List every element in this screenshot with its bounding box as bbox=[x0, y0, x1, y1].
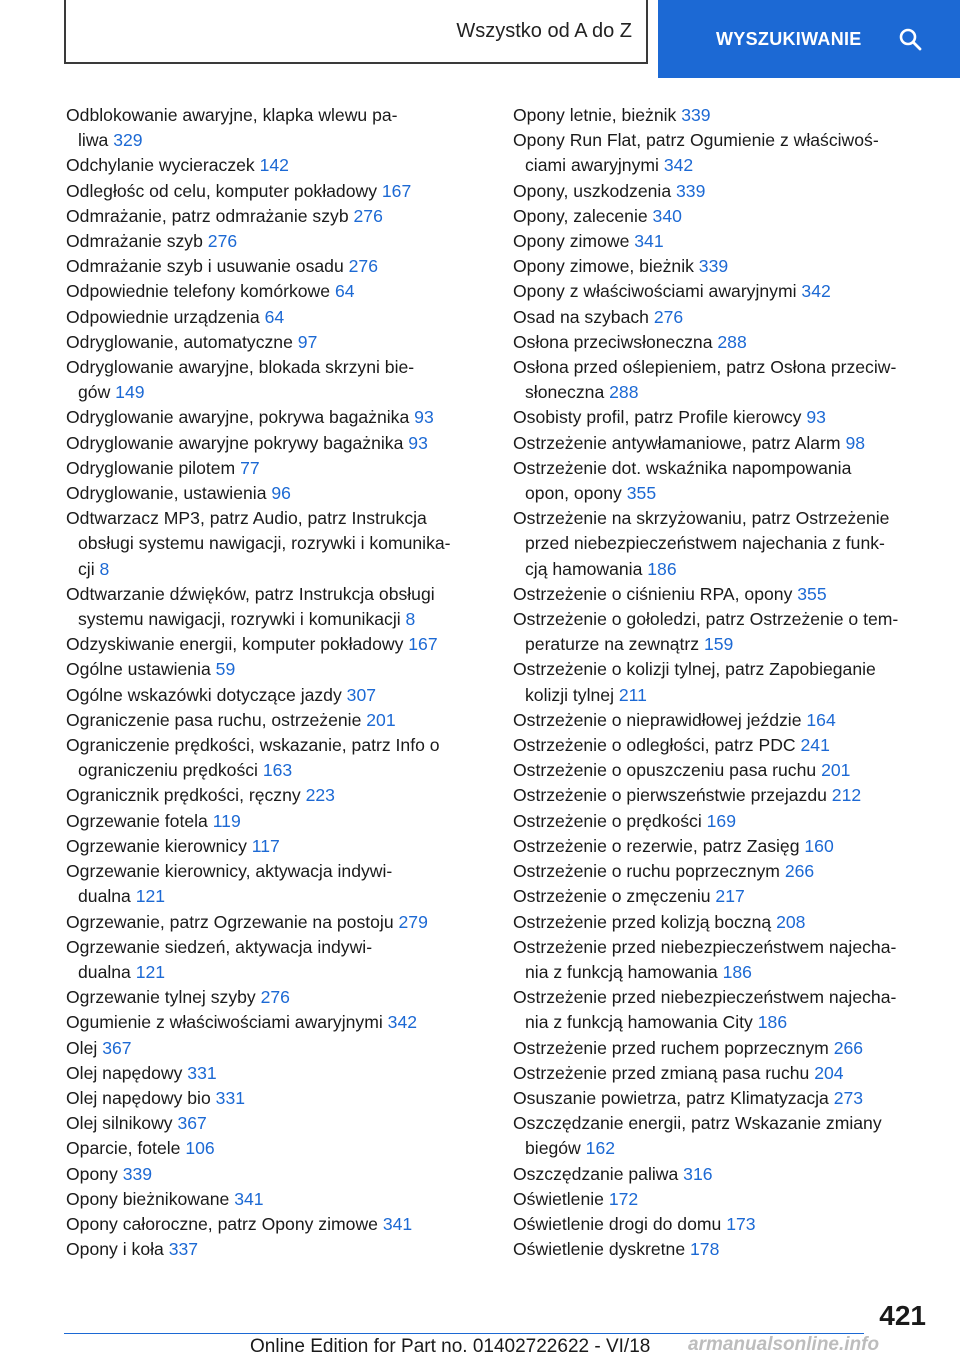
index-entry-line bbox=[513, 1086, 933, 1111]
index-entry-text: Opony bbox=[66, 1163, 123, 1184]
index-entry-line bbox=[66, 1212, 486, 1237]
index-entry-text: systemu nawigacji, rozrywki i komunikacji bbox=[78, 609, 406, 630]
page-ref-link[interactable]: 276 bbox=[353, 205, 383, 226]
index-entry-line bbox=[66, 380, 486, 405]
index-entry-line bbox=[66, 531, 486, 556]
index-entry-text: Odryglowanie awaryjne pokrywy bagażnika bbox=[66, 432, 409, 453]
page-ref-link[interactable]: 64 bbox=[334, 281, 355, 302]
page-ref-link[interactable]: 208 bbox=[776, 911, 806, 932]
index-entry-line bbox=[513, 935, 933, 960]
index-entry-line bbox=[66, 657, 486, 682]
index-entry-text: Ogranicznik prędkości, ręczny bbox=[66, 785, 306, 806]
page-ref-link[interactable]: 288 bbox=[609, 382, 639, 403]
index-entry-text: Ostrzeżenie przed zmianą pasa ruchu bbox=[513, 1062, 815, 1083]
index-entry-line bbox=[513, 179, 933, 204]
index-entry-text: ograniczeniu prędkości bbox=[78, 760, 263, 781]
page-ref-link[interactable]: 106 bbox=[185, 1138, 215, 1159]
index-entry-text: nia z funkcją hamowania bbox=[525, 961, 723, 982]
index-entry-line bbox=[66, 758, 486, 783]
page-ref-link[interactable]: 241 bbox=[800, 735, 830, 756]
index-entry-line bbox=[513, 481, 933, 506]
page-ref-link[interactable]: 341 bbox=[382, 1213, 413, 1234]
index-entry-text: Oszczędzanie paliwa bbox=[513, 1163, 684, 1184]
page-ref-link[interactable]: 355 bbox=[797, 583, 827, 604]
index-entry-line bbox=[66, 1036, 486, 1061]
page-ref-link[interactable]: 266 bbox=[833, 1037, 864, 1058]
index-entry-line bbox=[66, 1086, 486, 1111]
page-ref-link[interactable]: 341 bbox=[234, 1188, 264, 1209]
index-entry-line bbox=[513, 380, 933, 405]
tab-a-to-z[interactable] bbox=[64, 0, 648, 64]
page-ref-link[interactable]: 339 bbox=[676, 180, 706, 201]
edition-text: Online Edition for Part no. 01402722622 - VI/18 bbox=[250, 1336, 651, 1357]
index-entry-text: Oszczędzanie energii, patrz Wskazanie zmiany bbox=[513, 1113, 882, 1134]
index-entry-line bbox=[513, 783, 933, 808]
index-entry-line bbox=[66, 557, 486, 582]
index-entry-text: Ostrzeżenie o opuszczeniu pasa ruchu bbox=[513, 760, 822, 781]
page-ref-link[interactable]: 329 bbox=[113, 130, 143, 151]
index-entry-text: Olej napędowy bio bbox=[66, 1087, 216, 1108]
index-entry-text: Opony letnie, bieżnik bbox=[513, 105, 682, 125]
page-ref-link[interactable]: 167 bbox=[381, 180, 412, 201]
page-ref-link[interactable]: 276 bbox=[348, 256, 378, 277]
index-entry-text: opon, opony bbox=[525, 483, 627, 504]
index-entry-line bbox=[66, 1136, 486, 1161]
index-entry-line bbox=[513, 1212, 933, 1237]
index-entry-line bbox=[513, 204, 933, 229]
index-entry-line bbox=[66, 607, 486, 632]
page-ref-link[interactable]: 276 bbox=[207, 231, 238, 252]
index-entry-text: nia z funkcją hamowania City bbox=[525, 1012, 758, 1033]
index-entry-text: Odryglowanie, ustawienia bbox=[66, 483, 272, 504]
index-entry-text: Osad na szybach bbox=[513, 306, 654, 327]
page-ref-link[interactable]: 342 bbox=[663, 155, 694, 176]
index-entry-line bbox=[513, 254, 933, 279]
page-ref-link[interactable]: 204 bbox=[814, 1062, 844, 1083]
index-entry-line bbox=[513, 330, 933, 355]
page-ref-link[interactable]: 342 bbox=[387, 1012, 418, 1033]
page-ref-link[interactable]: 342 bbox=[801, 281, 831, 302]
index-entry-text: dualna bbox=[78, 961, 136, 982]
index-entry-text: Ogrzewanie kierownicy bbox=[66, 835, 252, 856]
page-ref-link[interactable]: 164 bbox=[806, 709, 836, 730]
page-ref-link[interactable]: 149 bbox=[115, 382, 145, 403]
index-entry-line bbox=[513, 531, 933, 556]
index-entry-line bbox=[66, 1237, 486, 1262]
index-entry-line bbox=[513, 153, 933, 178]
page-ref-link[interactable]: 316 bbox=[683, 1163, 713, 1184]
index-entry-line bbox=[66, 708, 486, 733]
page-ref-link[interactable]: 8 bbox=[99, 558, 110, 579]
page-ref-link[interactable]: 266 bbox=[784, 861, 815, 882]
index-entry-line bbox=[66, 254, 486, 279]
page-ref-link[interactable]: 367 bbox=[177, 1113, 207, 1134]
index-entry-text: Opony i koła bbox=[66, 1239, 169, 1260]
index-entry-line bbox=[513, 1036, 933, 1061]
index-entry-text: cji bbox=[78, 558, 100, 579]
index-entry-text: Ogrzewanie, patrz Ogrzewanie na postoju bbox=[66, 911, 399, 932]
index-entry-line bbox=[513, 657, 933, 682]
index-entry-line bbox=[513, 758, 933, 783]
page-ref-link[interactable]: 339 bbox=[122, 1163, 153, 1184]
index-entry-text: ciami awaryjnymi bbox=[525, 155, 664, 176]
index-entry-line bbox=[66, 783, 486, 808]
page-ref-link[interactable]: 178 bbox=[690, 1239, 720, 1260]
page-ref-link[interactable]: 331 bbox=[215, 1087, 246, 1108]
index-entry-text: Ostrzeżenie o nieprawidłowej jeździe bbox=[513, 709, 807, 730]
index-entry-text: Opony zimowe bbox=[513, 231, 635, 252]
index-entry-text: Opony, zalecenie bbox=[513, 205, 653, 226]
index-entry-line bbox=[66, 859, 486, 884]
index-entry-line bbox=[66, 1010, 486, 1035]
index-entry-line bbox=[513, 405, 933, 430]
index-entry-text: Ostrzeżenie przed ruchem poprzecznym bbox=[513, 1037, 834, 1058]
index-entry-line bbox=[513, 582, 933, 607]
index-entry-text: Odryglowanie, automatyczne bbox=[66, 331, 298, 352]
index-entry-text: przed niebezpieczeństwem najechania z funk- bbox=[525, 533, 885, 554]
index-entry-text: Osuszanie powietrza, patrz Klimatyzacja bbox=[513, 1087, 834, 1108]
page-ref-link[interactable]: 8 bbox=[405, 609, 416, 630]
index-entry-text: Odryglowanie pilotem bbox=[66, 457, 241, 478]
index-entry-text: Ostrzeżenie o gołoledzi, patrz Ostrzeżenie o tem- bbox=[513, 609, 899, 630]
index-entry-text: Ogrzewanie kierownicy, aktywacja indywi- bbox=[66, 861, 393, 882]
index-entry-text: Osobisty profil, patrz Profile kierowcy bbox=[513, 407, 807, 428]
page-ref-link[interactable]: 159 bbox=[703, 634, 734, 655]
index-entry-text: Ostrzeżenie przed kolizją boczną bbox=[513, 911, 777, 932]
index-entry-line bbox=[513, 128, 933, 153]
index-entry-text: Oświetlenie bbox=[513, 1188, 609, 1209]
index-entry-text: Odchylanie wycieraczek bbox=[66, 155, 260, 176]
index-entry-text: Ostrzeżenie o zmęczeniu bbox=[513, 886, 716, 907]
index-entry-line bbox=[513, 809, 933, 834]
index-entry-line bbox=[513, 884, 933, 909]
page-ref-link[interactable]: 186 bbox=[722, 961, 752, 982]
page-ref-link[interactable]: 340 bbox=[652, 205, 682, 226]
index-entry-line bbox=[66, 1187, 486, 1212]
index-entry-line bbox=[513, 1187, 933, 1212]
index-entry-text: Ogrzewanie tylnej szyby bbox=[66, 987, 261, 1008]
index-entry-line bbox=[66, 355, 486, 380]
page-ref-link[interactable]: 331 bbox=[187, 1062, 217, 1083]
index-entry-text: Ostrzeżenie o ruchu poprzecznym bbox=[513, 861, 785, 882]
index-entry-line bbox=[513, 1162, 933, 1187]
index-entry-text: Ostrzeżenie o prędkości bbox=[513, 810, 707, 831]
page-ref-link[interactable]: 186 bbox=[647, 558, 677, 579]
index-entry-line bbox=[66, 128, 486, 153]
index-entry-text: Odtwarzanie dźwięków, patrz Instrukcja obsługi bbox=[66, 583, 435, 604]
index-entry-line bbox=[513, 632, 933, 657]
page-ref-link[interactable]: 119 bbox=[212, 810, 241, 831]
index-entry-text: liwa bbox=[78, 130, 114, 151]
index-entry-text: Olej napędowy bbox=[66, 1062, 188, 1083]
search-tab[interactable] bbox=[658, 0, 960, 78]
index-entry-text: Odzyskiwanie energii, komputer pokładowy bbox=[66, 634, 409, 655]
index-entry-text: cją hamowania bbox=[525, 558, 648, 579]
page-ref-link[interactable]: 142 bbox=[259, 155, 289, 176]
page-ref-link[interactable]: 212 bbox=[831, 785, 862, 806]
page-ref-link[interactable]: 217 bbox=[715, 886, 745, 907]
index-entry-line bbox=[66, 1061, 486, 1086]
index-entry-line bbox=[513, 431, 933, 456]
index-entry-text: Odpowiednie urządzenia bbox=[66, 306, 265, 327]
page-ref-link[interactable]: 339 bbox=[698, 256, 729, 277]
index-entry-line bbox=[513, 506, 933, 531]
index-entry-text: Opony bieżnikowane bbox=[66, 1188, 235, 1209]
index-entry-text: Oświetlenie drogi do domu bbox=[513, 1213, 727, 1234]
index-entry-line bbox=[513, 683, 933, 708]
index-entry-text: Ostrzeżenie przed niebezpieczeństwem najecha- bbox=[513, 936, 897, 957]
index-entry-text: Odmrażanie szyb i usuwanie osadu bbox=[66, 256, 349, 277]
index-entry-line bbox=[66, 834, 486, 859]
search-tab-label: WYSZUKIWANIE bbox=[716, 28, 862, 49]
page-ref-link[interactable]: 77 bbox=[240, 457, 260, 478]
index-entry-line bbox=[66, 481, 486, 506]
index-entry-line bbox=[513, 456, 933, 481]
index-entry-line bbox=[66, 456, 486, 481]
index-entry-text: Odmrażanie szyb bbox=[66, 231, 208, 252]
page-ref-link[interactable]: 93 bbox=[408, 432, 428, 453]
page-ref-link[interactable]: 173 bbox=[726, 1213, 756, 1234]
page-ref-link[interactable]: 339 bbox=[681, 105, 711, 125]
index-entry-text: Ostrzeżenie o odległości, patrz PDC bbox=[513, 735, 801, 756]
tab-a-to-z-label: Wszystko od A do Z bbox=[456, 19, 632, 42]
page-ref-link[interactable]: 276 bbox=[260, 987, 290, 1008]
index-entry-line bbox=[66, 809, 486, 834]
index-entry-line bbox=[513, 960, 933, 985]
index-entry-text: słoneczna bbox=[525, 382, 610, 403]
index-entry-line bbox=[66, 229, 486, 254]
page-ref-link[interactable]: 355 bbox=[626, 483, 657, 504]
page-ref-link[interactable]: 273 bbox=[833, 1087, 864, 1108]
index-entry-text: obsługi systemu nawigacji, rozrywki i komunika- bbox=[78, 533, 451, 554]
page-ref-link[interactable]: 276 bbox=[653, 306, 684, 327]
index-entry-text: Ostrzeżenie o rezerwie, patrz Zasięg bbox=[513, 835, 805, 856]
index-entry-text: Ogólne ustawienia bbox=[66, 659, 216, 680]
index-entry-text: peraturze na zewnątrz bbox=[525, 634, 704, 655]
page-ref-link[interactable]: 172 bbox=[608, 1188, 639, 1209]
index-entry-text: Odmrażanie, patrz odmrażanie szyb bbox=[66, 205, 354, 226]
index-entry-text: Ostrzeżenie o kolizji tylnej, patrz Zapobieganie bbox=[513, 659, 876, 680]
index-entry-line bbox=[513, 1061, 933, 1086]
search-icon bbox=[898, 27, 922, 51]
watermark: armanualsonline.info bbox=[688, 1334, 880, 1355]
index-entry-text: Olej bbox=[66, 1037, 103, 1058]
page-ref-link[interactable]: 288 bbox=[717, 331, 747, 352]
index-entry-text: Opony całoroczne, patrz Opony zimowe bbox=[66, 1213, 383, 1234]
index-entry-line bbox=[66, 431, 486, 456]
index-entry-line bbox=[66, 632, 486, 657]
index-entry-text: Osłona przed oślepieniem, patrz Osłona przeciw- bbox=[513, 357, 897, 378]
index-entry-text: Odblokowanie awaryjne, klapka wlewu pa- bbox=[66, 105, 398, 125]
page-ref-link[interactable]: 121 bbox=[135, 961, 166, 982]
page-ref-link[interactable]: 279 bbox=[398, 911, 428, 932]
index-entry-line bbox=[513, 733, 933, 758]
index-entry-line bbox=[66, 279, 486, 304]
index-entry-text: Odpowiednie telefony komórkowe bbox=[66, 281, 335, 302]
page-ref-link[interactable]: 97 bbox=[297, 331, 318, 352]
index-entry-line bbox=[513, 103, 933, 128]
page-ref-link[interactable]: 160 bbox=[804, 835, 834, 856]
index-entry-line bbox=[66, 405, 486, 430]
index-entry-line bbox=[66, 103, 486, 128]
index-entry-line bbox=[66, 506, 486, 531]
index-entry-text: Opony zimowe, bieżnik bbox=[513, 256, 699, 277]
index-entry-text: dualna bbox=[78, 886, 136, 907]
index-entry-text: kolizji tylnej bbox=[525, 684, 619, 705]
index-entry-line bbox=[513, 1136, 933, 1161]
index-entry-text: Opony, uszkodzenia bbox=[513, 180, 676, 201]
index-entry-text: Ostrzeżenie antywłamaniowe, patrz Alarm bbox=[513, 432, 846, 453]
index-entry-text: biegów bbox=[525, 1138, 586, 1159]
index-entry-line bbox=[513, 305, 933, 330]
index-entry-text: Odryglowanie awaryjne, blokada skrzyni bie- bbox=[66, 357, 415, 378]
index-entry-text: Ograniczenie prędkości, wskazanie, patrz Info o bbox=[66, 735, 440, 756]
index-column-right bbox=[513, 103, 933, 1262]
index-entry-line bbox=[513, 355, 933, 380]
page-ref-link[interactable]: 201 bbox=[821, 760, 851, 781]
index-entry-text: Oparcie, fotele bbox=[66, 1138, 186, 1159]
index-entry-text: Ostrzeżenie o ciśnieniu RPA, opony bbox=[513, 583, 798, 604]
index-entry-text: Oświetlenie dyskretne bbox=[513, 1239, 690, 1260]
index-entry-line bbox=[66, 985, 486, 1010]
index-entry-line bbox=[66, 935, 486, 960]
index-entry-text: Ograniczenie pasa ruchu, ostrzeżenie bbox=[66, 709, 367, 730]
page-ref-link[interactable]: 367 bbox=[102, 1037, 132, 1058]
index-entry-text: gów bbox=[78, 382, 116, 403]
index-entry-line bbox=[513, 1111, 933, 1136]
index-entry-line bbox=[66, 884, 486, 909]
index-entry-line bbox=[513, 607, 933, 632]
index-entry-line bbox=[513, 985, 933, 1010]
index-entry-line bbox=[66, 910, 486, 935]
index-entry-line bbox=[66, 153, 486, 178]
index-entry-text: Opony z właściwościami awaryjnymi bbox=[513, 281, 802, 302]
page-ref-link[interactable]: 121 bbox=[135, 886, 166, 907]
index-entry-line bbox=[66, 683, 486, 708]
index-entry-line bbox=[513, 834, 933, 859]
index-entry-text: Osłona przeciwsłoneczna bbox=[513, 331, 718, 352]
page-ref-link[interactable]: 64 bbox=[264, 306, 285, 327]
page-number: 421 bbox=[879, 1300, 926, 1331]
index-entry-line bbox=[66, 960, 486, 985]
page-ref-link[interactable]: 98 bbox=[845, 432, 866, 453]
index-entry-line bbox=[513, 910, 933, 935]
page-ref-link[interactable]: 162 bbox=[585, 1138, 616, 1159]
index-entry-text: Ogólne wskazówki dotyczące jazdy bbox=[66, 684, 347, 705]
index-entry-text: Odtwarzacz MP3, patrz Audio, patrz Instrukcja bbox=[66, 508, 427, 529]
page-ref-link[interactable]: 307 bbox=[346, 684, 377, 705]
index-entry-line bbox=[513, 279, 933, 304]
page-ref-link[interactable]: 211 bbox=[618, 684, 647, 705]
index-entry-line bbox=[66, 1111, 486, 1136]
page-ref-link[interactable]: 167 bbox=[408, 634, 438, 655]
page-ref-link[interactable]: 169 bbox=[706, 810, 736, 831]
index-entry-line bbox=[513, 557, 933, 582]
page-ref-link[interactable]: 117 bbox=[251, 835, 280, 856]
index-entry-text: Odległośc od celu, komputer pokładowy bbox=[66, 180, 382, 201]
index-entry-line bbox=[513, 1237, 933, 1262]
index-entry-line bbox=[66, 330, 486, 355]
page-ref-link[interactable]: 341 bbox=[634, 231, 664, 252]
index-entry-text: Olej silnikowy bbox=[66, 1113, 178, 1134]
page-ref-link[interactable]: 163 bbox=[262, 760, 293, 781]
index-entry-text: Ostrzeżenie o pierwszeństwie przejazdu bbox=[513, 785, 832, 806]
index-entry-line bbox=[66, 204, 486, 229]
index-column-left bbox=[66, 103, 486, 1262]
page-ref-link[interactable]: 59 bbox=[215, 659, 236, 680]
index-entry-text: Ostrzeżenie przed niebezpieczeństwem najecha- bbox=[513, 987, 897, 1008]
index-entry-line bbox=[513, 708, 933, 733]
index-entry-line bbox=[513, 1010, 933, 1035]
index-entry-line bbox=[513, 859, 933, 884]
page-ref-link[interactable]: 201 bbox=[366, 709, 396, 730]
index-entry-text: Odryglowanie awaryjne, pokrywa bagażnika bbox=[66, 407, 415, 428]
index-entry-line bbox=[66, 1162, 486, 1187]
index-entry-line bbox=[513, 229, 933, 254]
index-entry-text: Ogrzewanie fotela bbox=[66, 810, 213, 831]
index-entry-text: Ogumienie z właściwościami awaryjnymi bbox=[66, 1012, 388, 1033]
page-ref-link[interactable]: 96 bbox=[271, 483, 291, 504]
index-entry-text: Ogrzewanie siedzeń, aktywacja indywi- bbox=[66, 936, 373, 957]
page-ref-link[interactable]: 337 bbox=[168, 1239, 199, 1260]
index-entry-line bbox=[66, 733, 486, 758]
page-ref-link[interactable]: 93 bbox=[806, 407, 826, 428]
page-ref-link[interactable]: 186 bbox=[757, 1012, 788, 1033]
page-ref-link[interactable]: 93 bbox=[414, 407, 434, 428]
index-entry-text: Ostrzeżenie dot. wskaźnika napompowania bbox=[513, 457, 852, 478]
index-entry-text: Ostrzeżenie na skrzyżowaniu, patrz Ostrzeżenie bbox=[513, 508, 890, 529]
index-entry-line bbox=[66, 179, 486, 204]
index-entry-line bbox=[66, 582, 486, 607]
index-entry-text: Opony Run Flat, patrz Ogumienie z właściwoś- bbox=[513, 130, 879, 151]
page-ref-link[interactable]: 223 bbox=[305, 785, 335, 806]
index-entry-line bbox=[66, 305, 486, 330]
